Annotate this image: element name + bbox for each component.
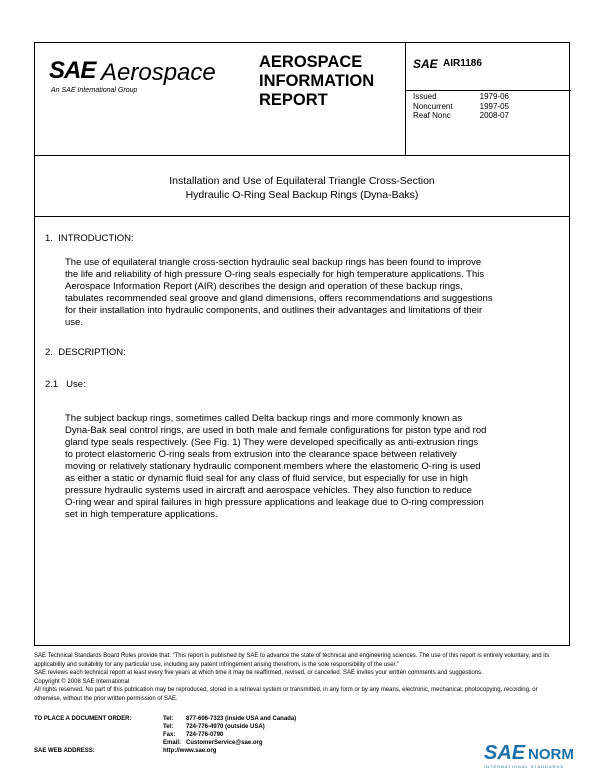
fax-label: Fax: [163, 732, 176, 738]
use-line: to protect elastomeric O-ring seals from extrusion into the clearance space between relatively [65, 449, 457, 460]
use-line: moving or relatively stationary hydraulic component members where the elastomeric O-ring is used [65, 461, 481, 472]
section-2-number: 2. [45, 347, 53, 358]
title-line-3: REPORT [259, 91, 328, 109]
email-label: Email: [163, 740, 182, 746]
date-block [413, 92, 509, 121]
web-address[interactable]: http://www.sae.org [163, 748, 217, 754]
rights-notice: All rights reserved. No part of this publication may be reproduced, stored in a retrieval system or transmitted, in any form or by any means, electronic, mechanical, photocopying, recording, or otherwise, without the prior written permission of SAE. [34, 687, 538, 702]
web-label: SAE WEB ADDRESS: [34, 748, 95, 754]
sae-norm-stamp [482, 742, 592, 772]
doc-sae-logo: SAE [413, 57, 438, 71]
document-subject [35, 155, 569, 217]
footer-notices [34, 652, 564, 703]
document-number: AIR1186 [443, 58, 482, 69]
intro-line: the life and reliability of high pressure O-ring seals especially for high temperature applications. This [65, 269, 485, 280]
use-line: set in high temperature applications. [65, 509, 218, 520]
tel-number-2: 724-776-4970 (outside USA) [186, 724, 265, 730]
copyright-notice: Copyright © 2008 SAE International [34, 678, 130, 685]
reaf-label: Reaf Nonc [413, 111, 451, 120]
use-line: pressure hydraulic systems used in aircraft and aerospace vehicles. They also function to reduce [65, 485, 472, 496]
subject-line-1: Installation and Use of Equilateral Triangle Cross-Section [169, 175, 435, 187]
use-line: O-ring wear and spiral failures in high pressure applications and leakage due to O-ring compression [65, 497, 484, 508]
header [35, 43, 569, 156]
title-line-1: AEROSPACE [259, 53, 363, 71]
order-label: TO PLACE A DOCUMENT ORDER: [34, 716, 132, 722]
reaf-date: 2008-07 [479, 111, 509, 120]
logo-subtitle: An SAE International Group [51, 87, 138, 94]
intro-line: for their installation into hydraulic components, and outlines their advantages and limitations of their [65, 305, 483, 316]
intro-line: use. [65, 317, 83, 328]
title-line-2: INFORMATION [259, 72, 375, 90]
use-paragraph [65, 413, 486, 521]
fax-number: 724-776-0790 [186, 732, 224, 738]
intro-line: The use of equilateral triangle cross-section hydraulic seal backup rings has been found to improve [65, 257, 482, 268]
review-notice: SAE reviews each technical report at least every five years at which time it may be reaffirmed, revised, or cancelled. SAE invites your written comments and suggestions. [34, 670, 483, 676]
section-1-number: 1. [45, 233, 53, 244]
use-line: gland type seals respectively. (See Fig. 1) They were developed specifically as anti-extrusion rings [65, 437, 479, 448]
section-2-1-title: Use: [66, 379, 86, 390]
section-2-1-number: 2.1 [45, 379, 59, 390]
section-1-title: INTRODUCTION: [58, 233, 134, 244]
tel-label-2: Tel: [163, 724, 174, 730]
report-type-title [259, 53, 374, 110]
issued-label: Issued [413, 92, 437, 101]
document-number-box [405, 43, 571, 91]
use-line: Dyna-Bak seal control rings, are used in both male and female configurations for piston type and rod [65, 425, 487, 436]
stamp-sae: SAE [484, 742, 526, 764]
email-address[interactable]: CustomerService@sae.org [186, 740, 263, 746]
standards-rule-notice: SAE Technical Standards Board Rules provide that: “This report is published by SAE to advance the state of technical and engineering sciences. The use of this report is entirely voluntary, and its applicability and suitability for any particular use, including any patent infringement arising therefrom, is the sole responsibility of the user.” [34, 653, 550, 668]
report-frame [34, 42, 570, 646]
intro-line: tabulates recommended seal groove and gland dimensions, offers recommendations and suggestions [65, 293, 493, 304]
intro-line: Aerospace Information Report (AIR) describes the design and operation of these backup rings, [65, 281, 463, 292]
subject-line-2: Hydraulic O-Ring Seal Backup Rings (Dyna-Baks) [185, 189, 419, 201]
stamp-norm: NORM [528, 746, 574, 763]
use-line: The subject backup rings, sometimes called Delta backup rings and more commonly known as [65, 413, 463, 424]
stamp-subtitle: INTERNATIONAL STANDARDS [484, 764, 565, 769]
section-1-heading [45, 233, 134, 245]
noncurrent-date: 1997-05 [479, 101, 509, 111]
section-2-title: DESCRIPTION: [58, 347, 126, 358]
logo-aerospace: Aerospace [101, 59, 216, 86]
introduction-paragraph [65, 257, 493, 329]
noncurrent-label: Noncurrent [413, 101, 453, 111]
section-2-heading [45, 347, 126, 359]
section-2-1-heading [45, 379, 86, 391]
tel-label: Tel: [163, 716, 174, 722]
logo-sae: SAE [49, 57, 96, 84]
issued-date: 1979-06 [479, 92, 509, 101]
tel-number-1: 877-606-7323 (inside USA and Canada) [186, 716, 297, 722]
use-line: as either a static or dynamic fluid seal for any class of fluid service, but especially for use in high [65, 473, 468, 484]
sae-aerospace-logo [49, 53, 269, 113]
